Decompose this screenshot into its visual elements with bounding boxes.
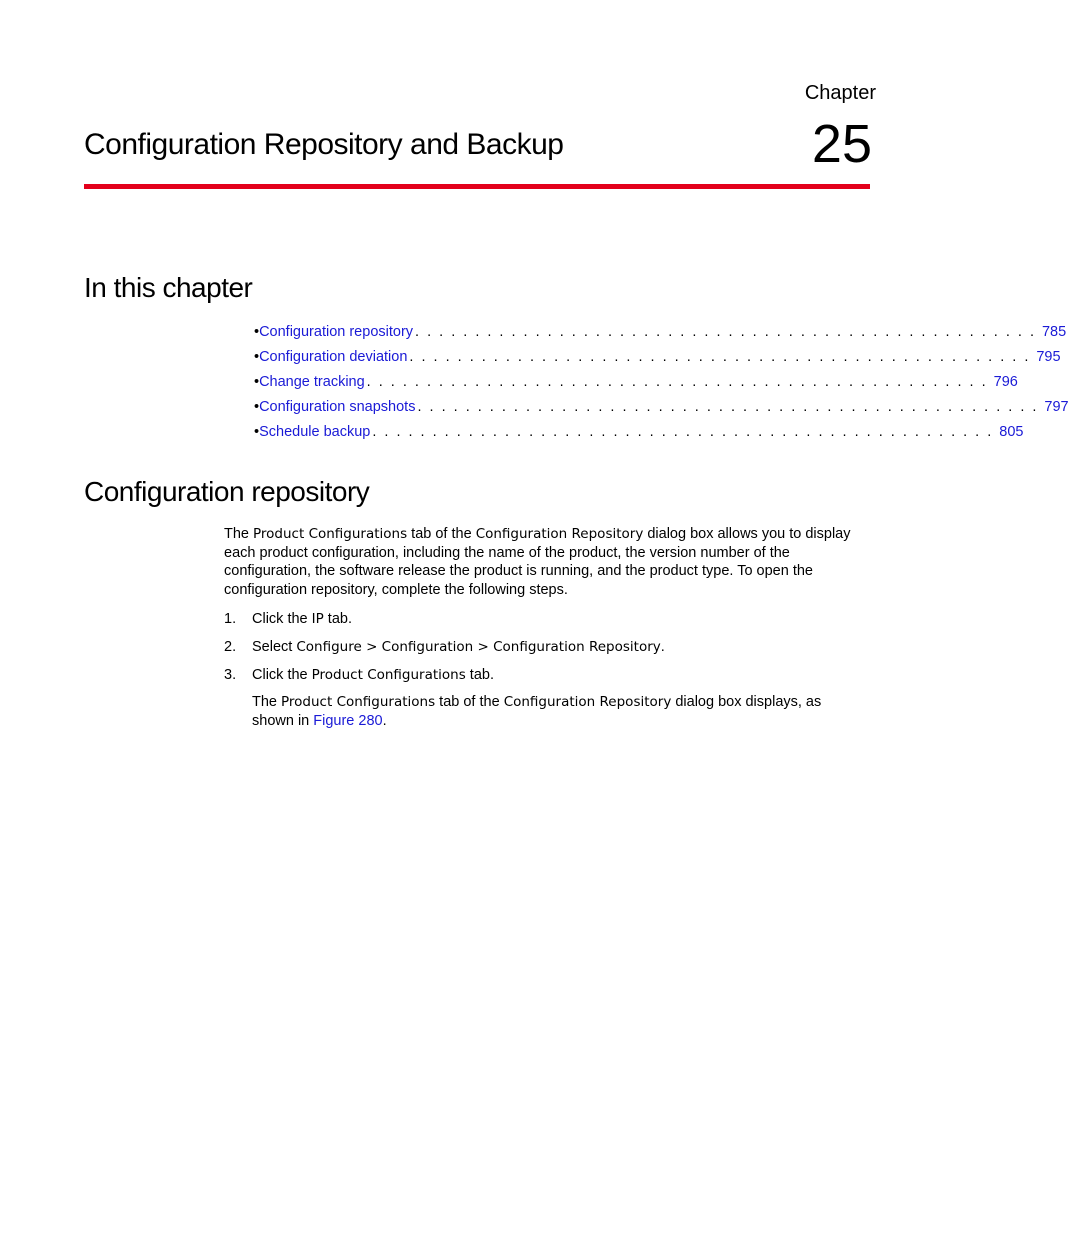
intro-paragraph (224, 525, 856, 600)
ui-term: Configure > Configuration > Configuration Repository (296, 639, 661, 655)
toc-item (254, 421, 1024, 446)
step-text (252, 637, 665, 665)
bullet-icon: • (254, 424, 260, 440)
toc-item (254, 321, 1067, 346)
toc-item (254, 396, 1069, 421)
toc-item (254, 371, 1018, 396)
toc-page-link[interactable]: 796 (993, 374, 1018, 390)
chapter-title: Configuration Repository and Backup (84, 128, 564, 161)
toc-leader-dots: . . . . . . . . . . . . . . . . . . . . . . . . . . . . . . . . . . . . . . . . . . . . . . . . . . . . (415, 324, 1036, 340)
toc-link[interactable]: Configuration deviation (259, 349, 408, 365)
chapter-number: 25 (811, 114, 872, 174)
step-text (252, 609, 352, 637)
ui-term: Product Configurations (281, 694, 436, 710)
toc-page-link[interactable]: 795 (1036, 349, 1061, 365)
toc-link[interactable]: Schedule backup (259, 424, 371, 440)
result-paragraph (252, 693, 864, 730)
text-run: Click the (252, 667, 312, 683)
toc-item (254, 346, 1061, 371)
ui-term: IP (311, 611, 324, 627)
section-heading: Configuration repository (84, 476, 370, 507)
toc-link[interactable]: Configuration snapshots (259, 399, 416, 415)
figure-link[interactable]: Figure 280 (313, 712, 383, 729)
toc-link[interactable]: Change tracking (259, 374, 365, 390)
text-run: . (382, 712, 387, 729)
text-run: tab of the (407, 526, 476, 542)
ui-term: Configuration Repository (503, 694, 672, 710)
text-run: Click the (252, 611, 312, 627)
step-text (252, 665, 494, 693)
bullet-icon: • (254, 349, 260, 365)
text-run: Select (252, 639, 297, 655)
in-this-chapter-heading: In this chapter (84, 272, 253, 303)
step-number: 2. (224, 639, 237, 655)
bullet-icon: • (254, 399, 260, 415)
ui-term: Product Configurations (311, 667, 466, 683)
title-rule (84, 184, 870, 189)
ui-term: Configuration Repository (475, 526, 644, 542)
text-run: tab. (323, 611, 352, 627)
toc-leader-dots: . . . . . . . . . . . . . . . . . . . . . . . . . . . . . . . . . . . . . . . . . . . . . . . . . . . . (409, 349, 1031, 365)
step-item (224, 609, 864, 637)
step-item (224, 637, 864, 665)
text-run: . (660, 639, 665, 655)
text-run: dialog box displays, as shown in (252, 694, 822, 729)
chapter-toc (254, 321, 1069, 446)
bullet-icon: • (254, 374, 260, 390)
ui-term: Product Configurations (253, 526, 408, 542)
toc-page-link[interactable]: 797 (1044, 399, 1069, 415)
text-run: tab. (465, 667, 494, 683)
toc-leader-dots: . . . . . . . . . . . . . . . . . . . . . . . . . . . . . . . . . . . . . . . . . . . . . . . . . . . . (417, 399, 1039, 415)
step-number: 3. (224, 667, 237, 683)
text-run: The (224, 526, 254, 542)
toc-page-link[interactable]: 805 (999, 424, 1024, 440)
step-list (224, 609, 864, 693)
bullet-icon: • (254, 324, 260, 340)
step-item (224, 665, 864, 693)
toc-page-link[interactable]: 785 (1041, 324, 1067, 340)
toc-leader-dots: . . . . . . . . . . . . . . . . . . . . . . . . . . . . . . . . . . . . . . . . . . . . . . . . . . . . (372, 424, 994, 440)
text-run: The (252, 694, 282, 710)
step-number: 1. (224, 611, 237, 627)
chapter-label: Chapter (804, 82, 876, 104)
text-run: tab of the (435, 694, 504, 710)
toc-link[interactable]: Configuration repository (259, 324, 414, 340)
text-run: dialog box allows you to display each product configuration, including the name of the product, the version number of the configuration, the software release the product is running, and the product type. To open the configuration repository, complete the following steps. (224, 526, 851, 599)
toc-leader-dots: . . . . . . . . . . . . . . . . . . . . . . . . . . . . . . . . . . . . . . . . . . . . . . . . . . . . (366, 374, 988, 390)
